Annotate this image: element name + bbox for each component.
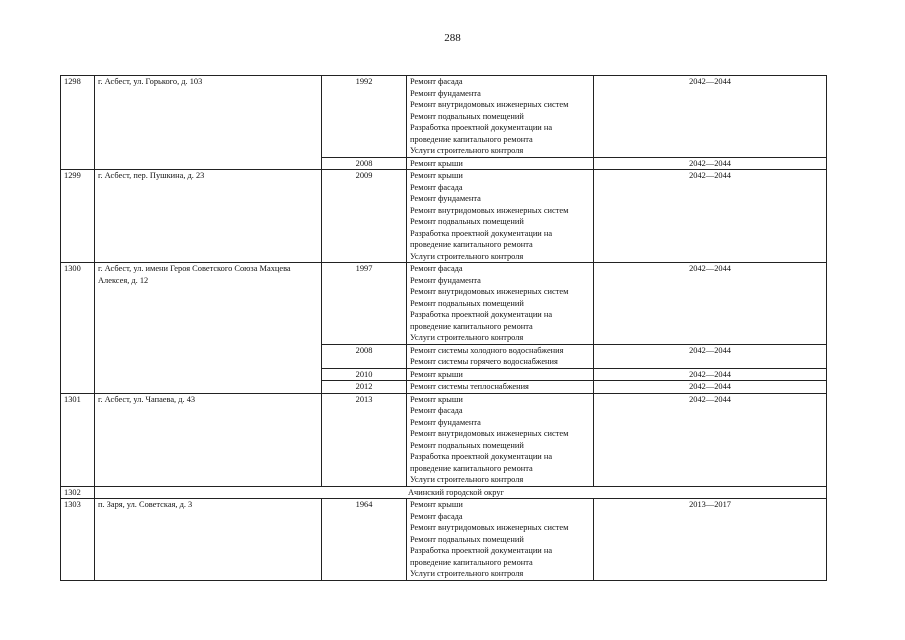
period-cell: 2042—2044	[594, 368, 827, 381]
work-item: Ремонт подвальных помещений	[410, 298, 524, 308]
work-item: Разработка проектной документации на проведение капитального ремонта	[410, 452, 553, 473]
work-item: Ремонт фасада	[410, 406, 463, 415]
work-item: Ремонт внутридомовых инженерных систем	[410, 523, 569, 532]
work-item: Ремонт крыши	[410, 394, 463, 404]
work-item: Ремонт крыши	[410, 369, 463, 379]
table-row	[61, 170, 827, 263]
row-number: 1301	[61, 393, 95, 486]
work-item: Ремонт крыши	[410, 171, 463, 180]
period-cell: 2042—2044	[594, 344, 827, 368]
address-cell: п. Заря, ул. Советская, д. 3	[95, 499, 322, 581]
work-item: Услуги строительного контроля	[410, 475, 524, 484]
work-item: Услуги строительного контроля	[410, 569, 524, 578]
works-cell	[407, 263, 594, 345]
year-cell: 1997	[322, 263, 407, 345]
work-item: Ремонт внутридомовых инженерных систем	[410, 287, 569, 296]
work-item: Ремонт подвальных помещений	[410, 534, 524, 544]
work-item: Ремонт фасада	[410, 77, 463, 86]
works-cell	[407, 499, 594, 581]
year-cell: 2012	[322, 381, 407, 394]
work-item: Услуги строительного контроля	[410, 333, 524, 342]
work-item: Услуги строительного контроля	[410, 251, 524, 261]
work-item: Ремонт внутридомовых инженерных систем	[410, 100, 569, 109]
work-item: Ремонт подвальных помещений	[410, 111, 524, 121]
works-cell	[407, 157, 594, 170]
work-item: Разработка проектной документации на проведение капитального ремонта	[410, 228, 553, 249]
table-row-section	[61, 486, 827, 499]
row-number: 1303	[61, 499, 95, 581]
work-item: Ремонт крыши	[410, 500, 463, 509]
works-cell	[407, 170, 594, 263]
row-number: 1299	[61, 170, 95, 263]
address-cell: г. Асбест, ул. имени Героя Советского Союза Махцева Алексея, д. 12	[95, 263, 322, 394]
period-cell: 2042—2044	[594, 393, 827, 486]
year-cell: 2008	[322, 344, 407, 368]
work-item: Ремонт фундамента	[410, 194, 481, 203]
works-cell	[407, 381, 594, 394]
table-body	[61, 76, 827, 581]
work-item: Ремонт системы горячего водоснабжения	[410, 357, 558, 366]
work-item: Разработка проектной документации на проведение капитального ремонта	[410, 310, 553, 331]
year-cell: 1964	[322, 499, 407, 581]
row-number: 1298	[61, 76, 95, 170]
work-item: Ремонт подвальных помещений	[410, 440, 524, 450]
work-item: Ремонт системы теплоснабжения	[410, 382, 529, 391]
work-item: Услуги строительного контроля	[410, 146, 524, 155]
section-title: Ачинский городской округ	[95, 486, 827, 499]
period-cell: 2042—2044	[594, 263, 827, 345]
year-cell: 1992	[322, 76, 407, 158]
period-cell: 2042—2044	[594, 157, 827, 170]
period-cell: 2042—2044	[594, 381, 827, 394]
works-cell	[407, 393, 594, 486]
works-cell	[407, 76, 594, 158]
address-cell: г. Асбест, ул. Чапаева, д. 43	[95, 393, 322, 486]
year-cell: 2010	[322, 368, 407, 381]
work-item: Разработка проектной документации на проведение капитального ремонта	[410, 546, 553, 567]
work-item: Ремонт внутридомовых инженерных систем	[410, 429, 569, 438]
work-item: Ремонт внутридомовых инженерных систем	[410, 205, 569, 215]
work-item: Ремонт системы холодного водоснабжения	[410, 345, 564, 355]
year-cell: 2013	[322, 393, 407, 486]
year-cell: 2008	[322, 157, 407, 170]
period-cell: 2042—2044	[594, 170, 827, 263]
work-item: Ремонт крыши	[410, 158, 463, 168]
table-row	[61, 393, 827, 486]
work-item: Ремонт подвальных помещений	[410, 217, 524, 226]
repair-schedule-table	[60, 75, 827, 581]
period-cell: 2013—2017	[594, 499, 827, 581]
work-item: Ремонт фундамента	[410, 417, 481, 427]
row-number: 1302	[61, 486, 95, 499]
address-cell: г. Асбест, ул. Горького, д. 103	[95, 76, 322, 170]
work-item: Ремонт фундамента	[410, 275, 481, 285]
works-cell	[407, 344, 594, 368]
table-row	[61, 263, 827, 345]
work-item: Разработка проектной документации на проведение капитального ремонта	[410, 123, 553, 144]
year-cell: 2009	[322, 170, 407, 263]
work-item: Ремонт фасада	[410, 264, 463, 273]
address-cell: г. Асбест, пер. Пушкина, д. 23	[95, 170, 322, 263]
work-item: Ремонт фасада	[410, 511, 463, 521]
row-number: 1300	[61, 263, 95, 394]
table-row	[61, 76, 827, 158]
work-item: Ремонт фундамента	[410, 88, 481, 98]
table-row	[61, 499, 827, 581]
period-cell: 2042—2044	[594, 76, 827, 158]
work-item: Ремонт фасада	[410, 182, 463, 192]
works-cell	[407, 368, 594, 381]
page-number: 288	[444, 32, 461, 44]
